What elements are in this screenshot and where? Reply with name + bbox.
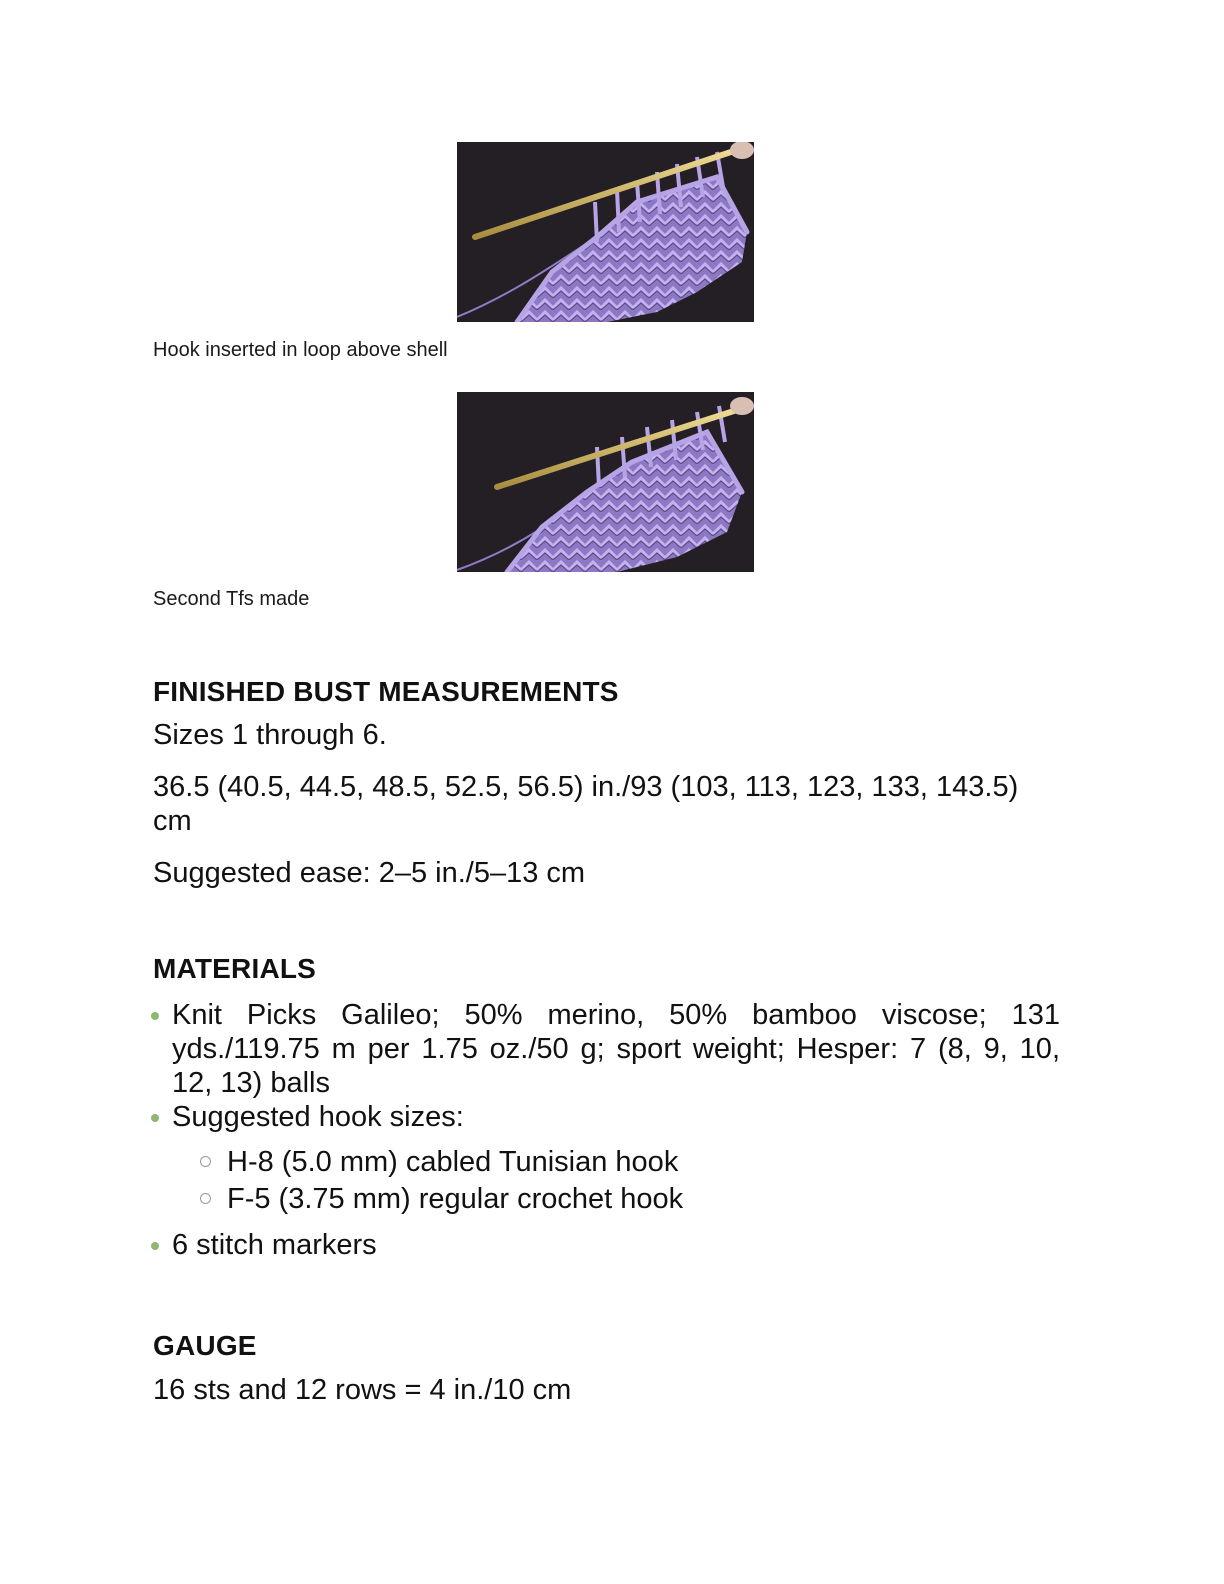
list-item-yarn: Knit Picks Galileo; 50% merino, 50% bamboo viscose; 131 yds./119.75 m per 1.75 oz./50 g; sport weight; Hesper: 7 (8, 9, 10, 12, 13) balls [148, 998, 1060, 1100]
list-item-markers: 6 stitch markers [148, 1228, 1060, 1262]
hooks-label: Suggested hook sizes: [172, 1101, 464, 1133]
materials-list [148, 998, 1060, 1262]
list-item-hook: H-8 (5.0 mm) cabled Tunisian hook [172, 1144, 1060, 1181]
gauge-text: 16 sts and 12 rows = 4 in./10 cm [153, 1374, 572, 1406]
list-item-hook: F-5 (3.75 mm) regular crochet hook [172, 1181, 1060, 1218]
figure-caption: Second Tfs made [153, 588, 310, 610]
bust-ease-text: Suggested ease: 2–5 in./5–13 cm [153, 857, 586, 889]
section-heading-materials: MATERIALS [153, 953, 317, 984]
crochet-photo-second-tfs [457, 392, 754, 572]
section-heading-bust: FINISHED BUST MEASUREMENTS [153, 676, 619, 707]
list-item-hooks [148, 1100, 1060, 1218]
bust-sizes-text: Sizes 1 through 6. [153, 719, 387, 751]
hook-sizes-list [172, 1144, 1060, 1218]
bust-measurements-text: 36.5 (40.5, 44.5, 48.5, 52.5, 56.5) in./93 (103, 113, 123, 133, 143.5) cm [153, 771, 1019, 837]
figure-caption: Hook inserted in loop above shell [153, 339, 448, 361]
crochet-photo-hook-inserted [457, 142, 754, 322]
section-heading-gauge: GAUGE [153, 1330, 257, 1361]
